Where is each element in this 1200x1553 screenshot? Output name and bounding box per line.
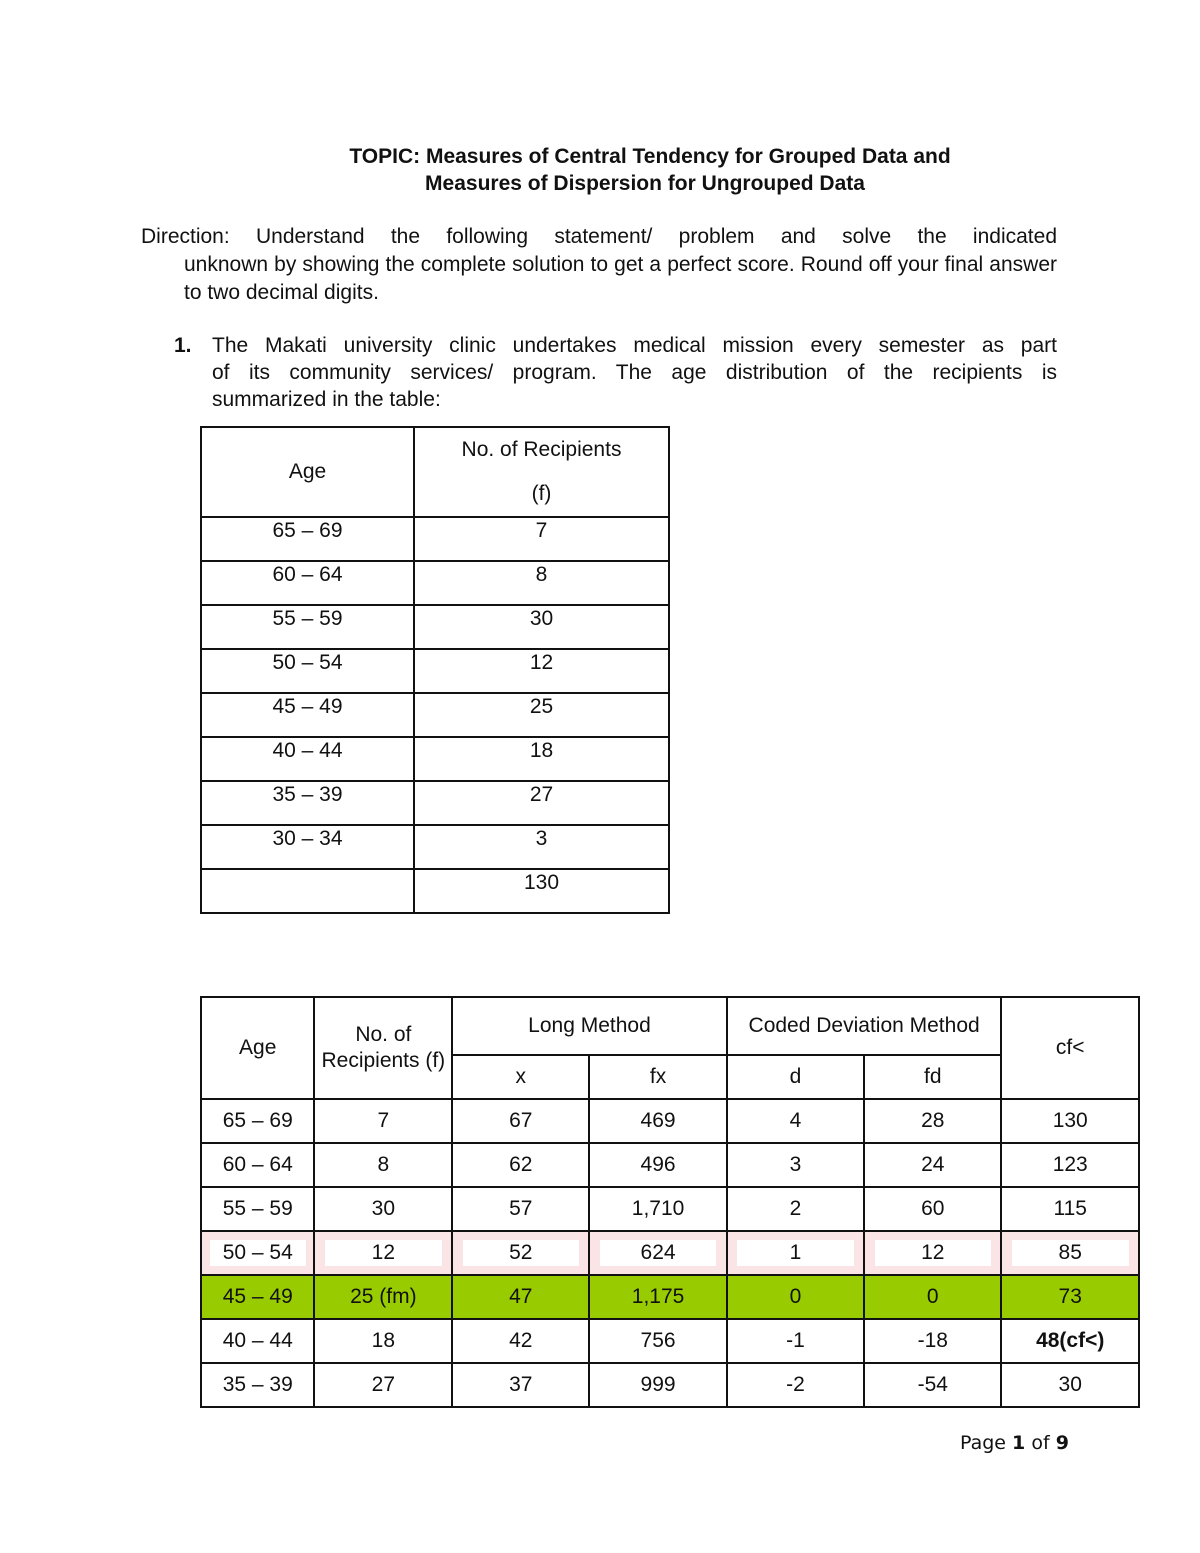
cell-fx: 1,710 [589,1187,726,1231]
page-number [960,1432,1069,1454]
cell-age: 65 – 69 [201,517,414,561]
table-row [201,781,669,825]
of-word: of [1031,1432,1050,1454]
cell-fx [589,1231,726,1275]
cell-cf [1001,1231,1139,1275]
table-total-row [201,869,669,913]
cell-age [201,1231,314,1275]
table-row [201,825,669,869]
cell-f: 30 [314,1187,452,1231]
cell-age: 45 – 49 [201,693,414,737]
cell-age: 65 – 69 [201,1099,314,1143]
table-row-modal-class [201,1275,1139,1319]
problem-line1: The Makati university clinic undertakes medical mission every semester as part [212,334,1057,357]
cell-fx: 756 [589,1319,726,1363]
cell-fx-text: 624 [600,1240,716,1266]
cell-age-text: 50 – 54 [210,1240,306,1266]
cell-d-text: 1 [737,1240,853,1266]
cell-age: 55 – 59 [201,605,414,649]
table-row [201,1187,1139,1231]
table-row [201,1099,1139,1143]
header-recipients: No. of Recipients (f) [314,997,452,1099]
cell-age: 55 – 59 [201,1187,314,1231]
header-recipients-label: No. of Recipients [461,438,622,461]
cell-f: 12 [414,649,669,693]
cell-fx: 999 [589,1363,726,1407]
cell-x: 47 [452,1275,589,1319]
cell-fd: -54 [864,1363,1001,1407]
cell-cf: 73 [1001,1275,1139,1319]
header-age: Age [201,427,414,517]
table-row [201,693,669,737]
table-header-row [201,997,1139,1055]
page-title-line2: Measures of Dispersion for Ungrouped Data [425,172,865,195]
header-coded-deviation: Coded Deviation Method [727,997,1002,1055]
cell-d: 2 [727,1187,864,1231]
cell-fd: 0 [864,1275,1001,1319]
cell-total: 130 [414,869,669,913]
cell-f: 25 [414,693,669,737]
table-row [201,1143,1139,1187]
cell-f-text: 12 [325,1240,442,1266]
header-recipients-f: (f) [531,482,552,505]
cell-age: 45 – 49 [201,1275,314,1319]
cell-age: 35 – 39 [201,1363,314,1407]
direction-line1: Direction: Understand the following statement/ problem and solve the indicated [141,225,1057,248]
cell-f: 3 [414,825,669,869]
cell-f: 7 [314,1099,452,1143]
cell-fd: 28 [864,1099,1001,1143]
page-title-line1: TOPIC: Measures of Central Tendency for Grouped Data and [349,145,951,168]
cell-cf: 123 [1001,1143,1139,1187]
page-current: 1 [1012,1432,1026,1454]
cell-f: 7 [414,517,669,561]
header-fd: fd [864,1055,1001,1099]
problem-number: 1. [174,334,192,357]
cell-f: 18 [314,1319,452,1363]
cell-f: 27 [414,781,669,825]
cell-age: 30 – 34 [201,825,414,869]
table-row [201,561,669,605]
cell-f: 18 [414,737,669,781]
direction-rest: unknown by showing the complete solution to get a perfect score. Round off your final answer to two decimal digits. [184,253,1057,304]
problem-text [212,332,1057,413]
table-row [201,1319,1139,1363]
cell-fd-text: 12 [875,1240,991,1266]
problem-line3: summarized in the table: [212,388,441,411]
cell-x: 57 [452,1187,589,1231]
cell-x [452,1231,589,1275]
header-cf: cf< [1001,997,1139,1099]
cell-cf: 30 [1001,1363,1139,1407]
cell-cf: 48(cf<) [1001,1319,1139,1363]
cell-fd: 60 [864,1187,1001,1231]
cell-x: 42 [452,1319,589,1363]
header-age: Age [201,997,314,1099]
cell-f: 8 [414,561,669,605]
cell-f [314,1231,452,1275]
table-row-median-class-prev [201,1231,1139,1275]
cell-age: 35 – 39 [201,781,414,825]
cell-fx: 496 [589,1143,726,1187]
cell-cf: 130 [1001,1099,1139,1143]
cell-d: 0 [727,1275,864,1319]
cell-f: 30 [414,605,669,649]
cell-fd [864,1231,1001,1275]
header-long-method: Long Method [452,997,727,1055]
cell-fd: -18 [864,1319,1001,1363]
cell-fx: 1,175 [589,1275,726,1319]
direction-paragraph [141,223,1057,307]
cell-fd: 24 [864,1143,1001,1187]
cell-f: 25 (fm) [314,1275,452,1319]
cell-age: 40 – 44 [201,1319,314,1363]
cell-x: 67 [452,1099,589,1143]
cell-cf: 115 [1001,1187,1139,1231]
cell-d: -2 [727,1363,864,1407]
problem-1 [174,332,1057,413]
table-header-row [201,427,669,517]
problem-line2: of its community services/ program. The age distribution of the recipients is [212,361,1057,384]
table-row [201,517,669,561]
cell-f: 27 [314,1363,452,1407]
computation-table [200,996,1140,1408]
cell-x: 37 [452,1363,589,1407]
cell-d: 3 [727,1143,864,1187]
header-fx: fx [589,1055,726,1099]
table-row [201,737,669,781]
cell-age: 40 – 44 [201,737,414,781]
cell-x-text: 52 [463,1240,579,1266]
cell-cf-text: 85 [1012,1240,1129,1266]
cell-age: 60 – 64 [201,1143,314,1187]
cell-total-label [201,869,414,913]
cell-x: 62 [452,1143,589,1187]
page-total: 9 [1055,1432,1069,1454]
header-x: x [452,1055,589,1099]
table-row [201,649,669,693]
table-row [201,1363,1139,1407]
cell-age: 60 – 64 [201,561,414,605]
header-d: d [727,1055,864,1099]
header-recipients [414,427,669,517]
cell-fx: 469 [589,1099,726,1143]
cell-d: -1 [727,1319,864,1363]
cell-d: 4 [727,1099,864,1143]
cell-f: 8 [314,1143,452,1187]
page-word: Page [960,1432,1006,1454]
age-distribution-table [200,426,670,914]
table-row [201,605,669,649]
cell-age: 50 – 54 [201,649,414,693]
cell-d [727,1231,864,1275]
